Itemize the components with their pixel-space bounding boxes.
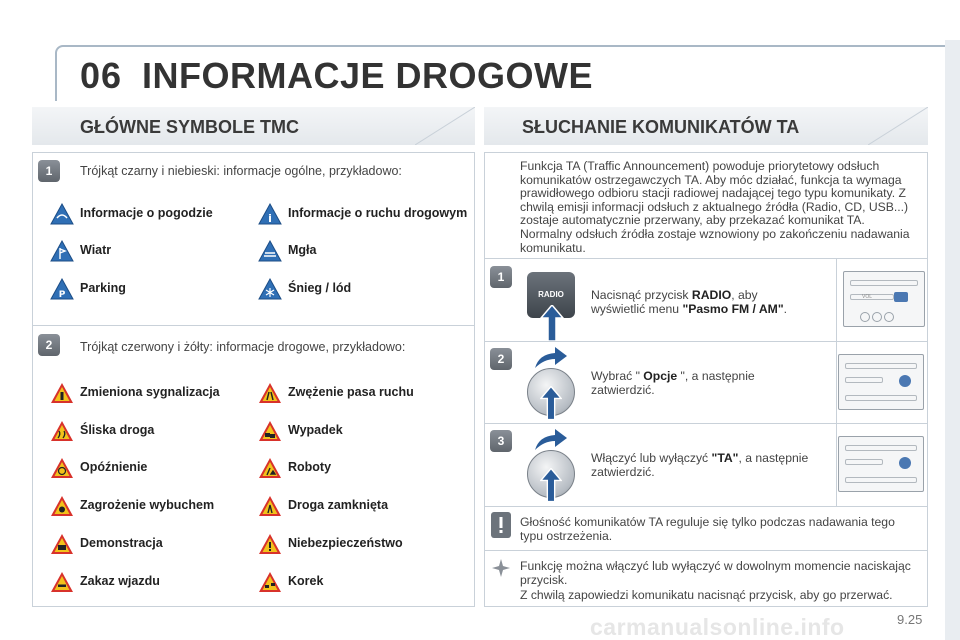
symbol-label: Opóźnienie bbox=[80, 460, 148, 474]
ta-intro-text: Funkcja TA (Traffic Announcement) powoduje priorytetowy odsłuch komunikatów ostrzegawczych TA. Aby móc działać, funkcja ta wymaga prawidłowego odbioru stacji radiowej nadającej tego typu komunikaty. Z chwilą emisji informacji odsłuch z aktualnego źródła (Radio, CD, USB...) zostaje automatycznie przerwany, aby przekazać komunikat TA. Normalny odsłuch źródła zostaje wznowiony po zakończeniu nadawania komunikatu. bbox=[520, 159, 910, 255]
svg-text:P: P bbox=[58, 290, 66, 300]
symbol-label: Wypadek bbox=[288, 423, 343, 437]
step-badge-1: 1 bbox=[490, 266, 512, 288]
turn-arrow-icon bbox=[533, 428, 569, 452]
exclamation-icon bbox=[491, 512, 511, 538]
symbol-label: Mgła bbox=[288, 243, 317, 257]
divider bbox=[32, 325, 475, 326]
symbol-label: Śnieg / lód bbox=[288, 281, 352, 295]
road-closed-icon bbox=[258, 495, 282, 517]
column-divider bbox=[836, 258, 837, 506]
parking-icon bbox=[50, 278, 74, 300]
fog-icon bbox=[258, 240, 282, 262]
heading-diagonal bbox=[415, 107, 475, 145]
press-arrow-icon bbox=[540, 386, 562, 420]
radio-unit-illustration bbox=[838, 354, 924, 410]
explosion-icon bbox=[50, 495, 74, 517]
left-section-heading bbox=[32, 107, 475, 145]
heading-diagonal bbox=[868, 107, 928, 145]
symbol-label: Zagrożenie wybuchem bbox=[80, 498, 215, 512]
delay-icon bbox=[50, 457, 74, 479]
step-1-text: Nacisnąć przycisk RADIO, aby wyświetlić menu "Pasmo FM / AM". bbox=[591, 288, 787, 316]
divider bbox=[484, 341, 928, 342]
wind-icon bbox=[50, 240, 74, 262]
warning-text: Głośność komunikatów TA reguluje się tylko podczas nadawania tego typu ostrzeżenia. bbox=[520, 515, 895, 543]
symbol-label: Korek bbox=[288, 574, 324, 588]
symbol-label: Zwężenie pasa ruchu bbox=[288, 385, 414, 399]
blue-warning-triangle-icon bbox=[50, 203, 74, 225]
turn-arrow-icon bbox=[533, 346, 569, 370]
page-title: INFORMACJE DROGOWE bbox=[142, 55, 594, 96]
roadworks-icon bbox=[258, 457, 282, 479]
divider bbox=[484, 423, 928, 424]
symbol-label: Informacje o ruchu drogowym bbox=[288, 206, 468, 220]
symbol-label: Roboty bbox=[288, 460, 332, 474]
radio-unit-illustration bbox=[838, 436, 924, 492]
symbol-label: Informacje o pogodzie bbox=[80, 206, 213, 220]
tip-text-2: Z chwilą zapowiedzi komunikatu nacisnąć przycisk, aby go przerwać. bbox=[520, 588, 893, 602]
step-badge-3: 3 bbox=[490, 430, 512, 452]
group2-intro: Trójkąt czerwony i żółty: informacje drogowe, przykładowo: bbox=[80, 340, 406, 354]
divider bbox=[484, 258, 928, 259]
tip-star-icon bbox=[491, 558, 511, 578]
slippery-road-icon bbox=[50, 420, 74, 442]
symbol-label: Demonstracja bbox=[80, 536, 163, 550]
info-triangle-icon bbox=[258, 203, 282, 225]
divider bbox=[484, 550, 928, 551]
no-entry-icon bbox=[50, 571, 74, 593]
watermark: carmanualsonline.info bbox=[590, 614, 845, 640]
badge-2: 2 bbox=[38, 334, 60, 356]
symbol-label: Droga zamknięta bbox=[288, 498, 389, 512]
side-strip bbox=[945, 40, 960, 640]
symbol-label: Parking bbox=[80, 281, 126, 295]
symbol-label: Wiatr bbox=[80, 243, 112, 257]
radio-unit-illustration bbox=[843, 271, 925, 327]
badge-1: 1 bbox=[38, 160, 60, 182]
right-section-heading bbox=[484, 107, 928, 145]
accident-icon bbox=[258, 420, 282, 442]
symbol-label: Śliska droga bbox=[80, 423, 155, 437]
symbol-label: Zmieniona sygnalizacja bbox=[80, 385, 220, 399]
step-badge-2: 2 bbox=[490, 348, 512, 370]
tip-text-1: Funkcję można włączyć lub wyłączyć w dowolnym momencie naciskając przycisk. bbox=[520, 559, 911, 587]
left-heading-text: GŁÓWNE SYMBOLE TMC bbox=[80, 117, 299, 137]
symbol-label: Niebezpieczeństwo bbox=[288, 536, 403, 550]
page-number: 9.25 bbox=[897, 612, 923, 627]
right-heading-text: SŁUCHANIE KOMUNIKATÓW TA bbox=[522, 117, 800, 137]
svg-text:i: i bbox=[268, 212, 272, 225]
radio-button-illustration: RADIO bbox=[527, 272, 575, 318]
step-3-text: Włączyć lub wyłączyć "TA", a następnie zatwierdzić. bbox=[591, 451, 809, 479]
exclamation-triangle-icon bbox=[258, 533, 282, 555]
step-2-text: Wybrać " Opcje ", a następnie zatwierdzić. bbox=[591, 369, 755, 397]
press-arrow-icon bbox=[540, 305, 564, 341]
press-arrow-icon bbox=[540, 468, 562, 502]
narrowing-icon bbox=[258, 382, 282, 404]
divider bbox=[484, 506, 928, 507]
symbol-label: Zakaz wjazdu bbox=[80, 574, 160, 588]
traffic-light-triangle-icon bbox=[50, 382, 74, 404]
demonstration-icon bbox=[50, 533, 74, 555]
vol-label: VOL bbox=[862, 294, 873, 300]
chapter-number: 06 bbox=[80, 55, 123, 96]
snowflake-icon bbox=[258, 278, 282, 300]
traffic-jam-icon bbox=[258, 571, 282, 593]
group1-intro: Trójkąt czarny i niebieski: informacje ogólne, przykładowo: bbox=[80, 164, 402, 178]
